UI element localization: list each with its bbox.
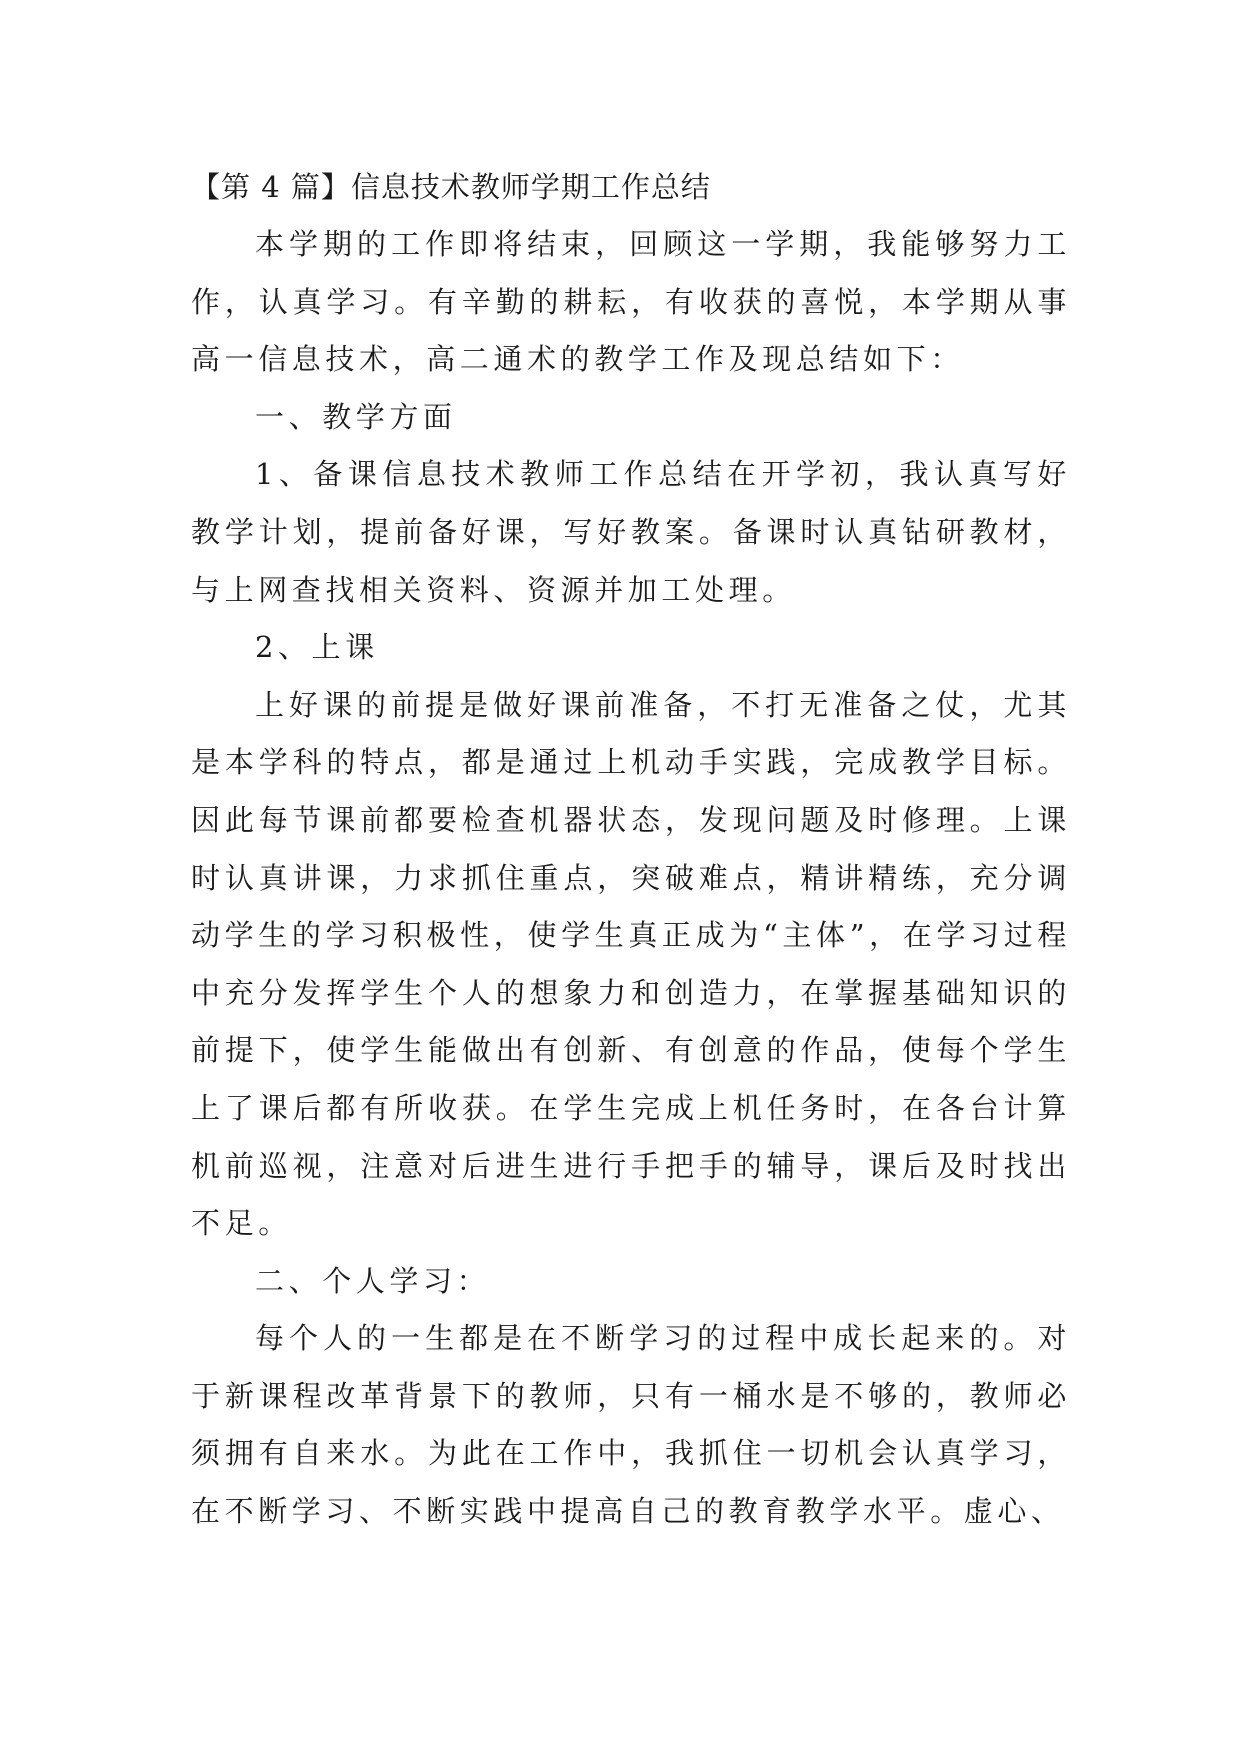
paragraph-class: 上好课的前提是做好课前准备，不打无准备之仗，尤其是本学科的特点，都是通过上机动手实践，完成教学目标。因此每节课前都要检查机器状态，发现问题及时修理。上课时认真讲课，力求抓住重点，突破难点，精讲精练，充分调动学生的学习积极性，使学生真正成为“主体”，在学习过程中充分发挥学生个人的想象力和创造力，在掌握基础知识的前提下，使学生能做出有创新、有创意的作品，使每个学生上了课后都有所收获。在学生完成上机任务时，在各台计算机前巡视，注意对后进生进行手把手的辅导，课后及时找出不足。	[191, 687, 1071, 1241]
paragraph-intro: 本学期的工作即将结束，回顾这一学期，我能够努力工作，认真学习。有辛勤的耕耘，有收获的喜悦，本学期从事高一信息技术，高二通术的教学工作及现总结如下：	[191, 227, 1071, 377]
subheading-class: 2、上课	[255, 630, 379, 665]
paragraph-personal-study: 每个人的一生都是在不断学习的过程中成长起来的。对于新课程改革背景下的教师，只有一桶水是不够的，教师必须拥有自来水。为此在工作中，我抓住一切机会认真学习，在不断学习、不断实践中提高自己的教育教学水平。虚心、	[191, 1321, 1071, 1529]
section-heading-personal-study: 二、个人学习：	[255, 1263, 491, 1298]
document-body	[191, 158, 1071, 1541]
section-heading-teaching: 一、教学方面	[255, 399, 457, 434]
document-title: 【第 4 篇】信息技术教师学期工作总结	[191, 170, 711, 204]
paragraph-lesson-prep: 1、备课信息技术教师工作总结在开学初，我认真写好教学计划，提前备好课，写好教案。备课时认真钻研教材，与上网查找相关资料、资源并加工处理。	[191, 457, 1071, 607]
